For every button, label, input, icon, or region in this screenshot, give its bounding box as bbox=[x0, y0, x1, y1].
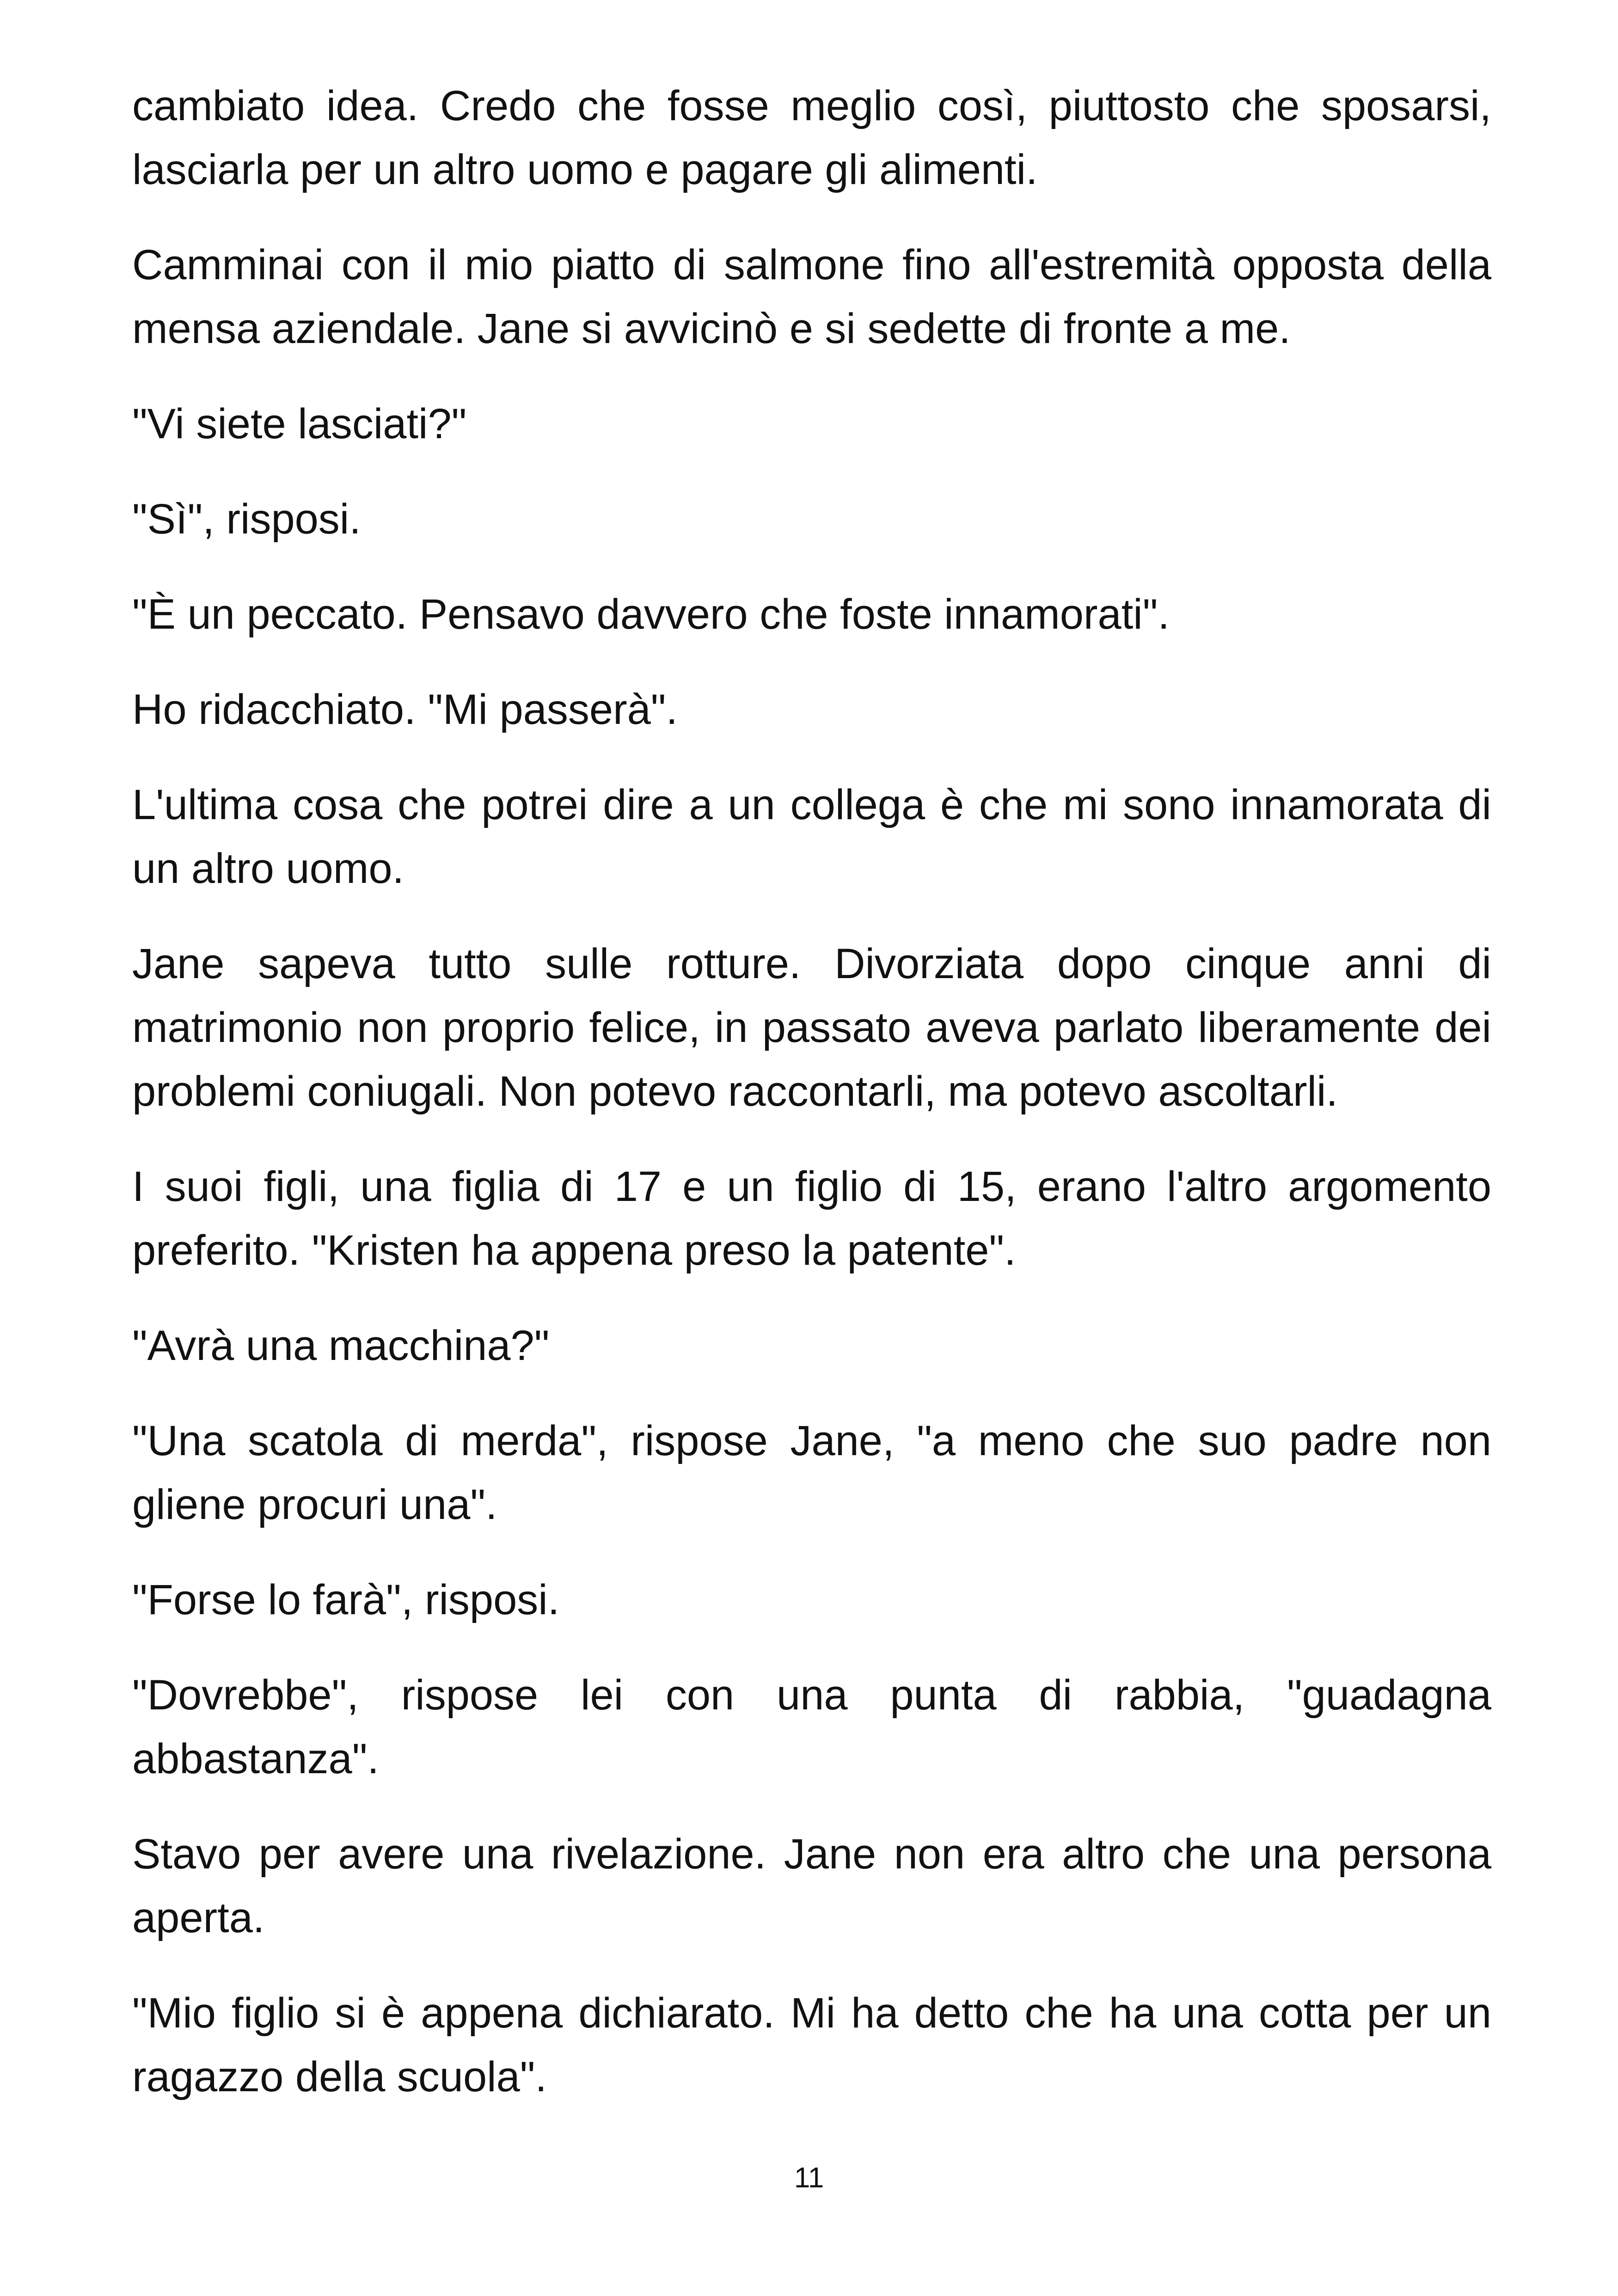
paragraph-9: I suoi figli, una figlia di 17 e un figlio di 15, erano l'altro argomento preferito. "Kristen ha appena preso la patente". bbox=[132, 1163, 1491, 1274]
paragraph-11: "Una scatola di merda", rispose Jane, "a meno che suo padre non gliene procuri una". bbox=[132, 1417, 1491, 1528]
paragraph-5: "È un peccato. Pensavo davvero che foste innamorati". bbox=[132, 591, 1170, 638]
paragraph-4: "Sì", risposi. bbox=[132, 496, 361, 543]
paragraph-13: "Dovrebbe", rispose lei con una punta di rabbia, "guadagna abbastanza". bbox=[132, 1671, 1491, 1782]
paragraph-10: "Avrà una macchina?" bbox=[132, 1322, 550, 1369]
paragraph-12: "Forse lo farà", risposi. bbox=[132, 1576, 560, 1623]
page-number: 11 bbox=[794, 2162, 824, 2194]
paragraph-6: Ho ridacchiato. "Mi passerà". bbox=[132, 686, 678, 733]
paragraph-14: Stavo per avere una rivelazione. Jane non era altro che una persona aperta. bbox=[132, 1831, 1491, 1941]
paragraph-8: Jane sapeva tutto sulle rotture. Divorziata dopo cinque anni di matrimonio non proprio felice, in passato aveva parlato liberamente dei problemi coniugali. Non potevo raccontarli, ma potevo ascoltarli. bbox=[132, 940, 1491, 1115]
paragraph-1: cambiato idea. Credo che fosse meglio così, piuttosto che sposarsi, lasciarla per un altro uomo e pagare gli alimenti. bbox=[132, 82, 1491, 193]
paragraph-3: "Vi siete lasciati?" bbox=[132, 400, 467, 447]
paragraph-15: "Mio figlio si è appena dichiarato. Mi ha detto che ha una cotta per un ragazzo della scuola". bbox=[132, 1990, 1491, 2100]
paragraph-2: Camminai con il mio piatto di salmone fino all'estremità opposta della mensa aziendale. Jane si avvicinò e si sedette di fronte a me. bbox=[132, 241, 1491, 352]
text-body bbox=[132, 74, 1491, 2140]
paragraph-7: L'ultima cosa che potrei dire a un collega è che mi sono innamorata di un altro uomo. bbox=[132, 781, 1491, 892]
